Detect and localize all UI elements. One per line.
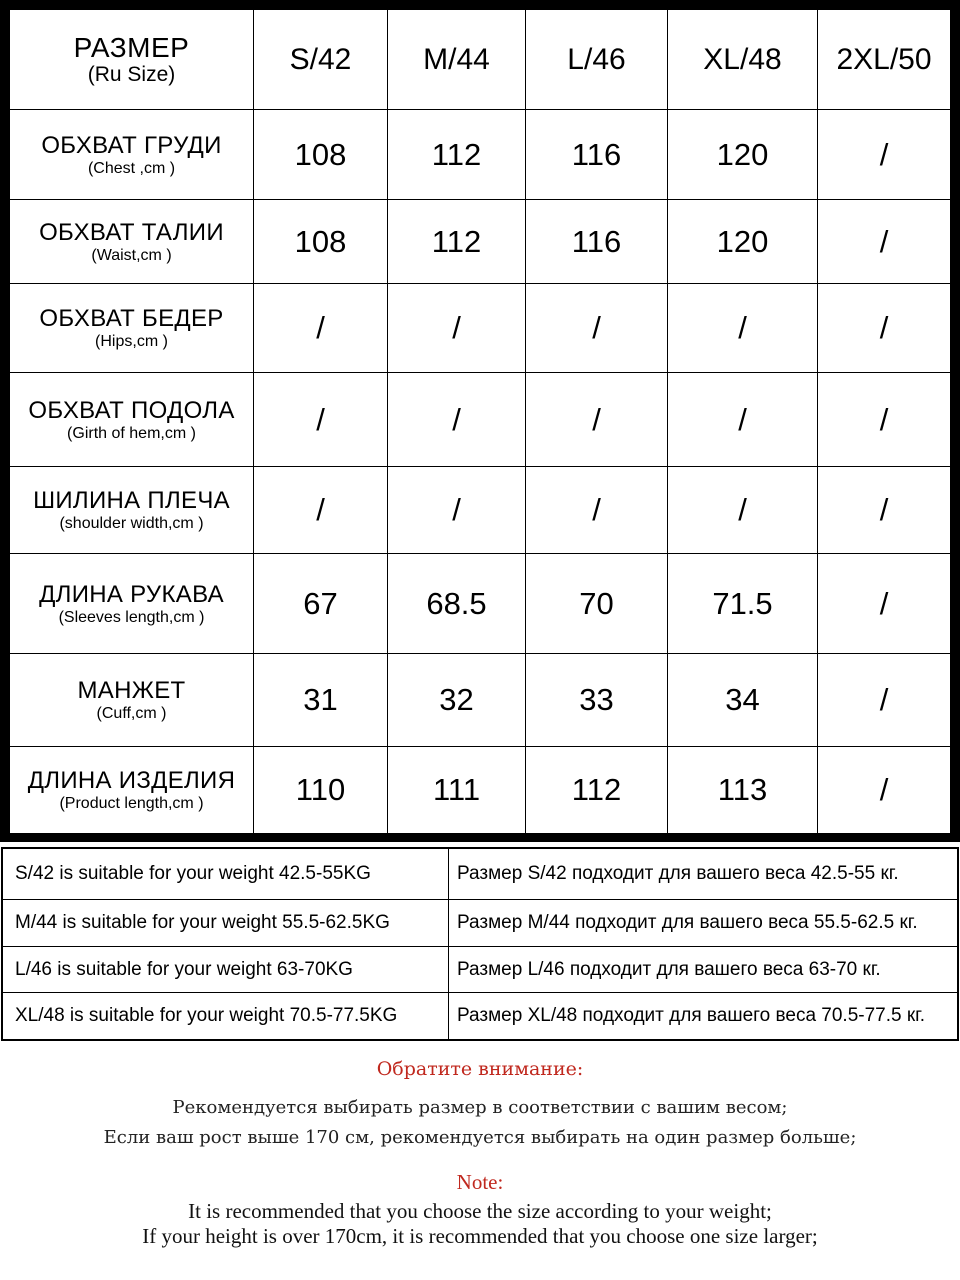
header-size-1 bbox=[254, 10, 387, 109]
size-label: L/46 bbox=[567, 42, 626, 76]
value-cell bbox=[254, 284, 387, 372]
measurement-value: 68.5 bbox=[426, 585, 487, 621]
row-label-en: (Cuff,cm ) bbox=[96, 705, 167, 722]
value-cell bbox=[388, 110, 525, 199]
measurement-value: 31 bbox=[303, 682, 338, 717]
row-label-en: (Chest ,cm ) bbox=[87, 159, 176, 177]
measurement-value: / bbox=[879, 136, 889, 172]
weight-row-en: L/46 is suitable for your weight 63-70KG bbox=[15, 958, 353, 980]
row-label-cell bbox=[10, 747, 253, 833]
value-cell bbox=[818, 554, 950, 653]
note-title-ru: Обратите внимание: bbox=[376, 1058, 584, 1080]
value-cell bbox=[668, 110, 817, 199]
value-cell bbox=[526, 467, 667, 553]
size-label: 2XL/50 bbox=[836, 42, 932, 76]
value-cell bbox=[254, 373, 387, 466]
value-cell bbox=[388, 373, 525, 466]
measurement-value: / bbox=[879, 492, 889, 527]
row-label-en: (Girth of hem,cm ) bbox=[67, 424, 196, 442]
measurement-value: / bbox=[592, 401, 601, 437]
header-size-cell bbox=[10, 10, 253, 109]
row-label-ru: ОБХВАТ ГРУДИ bbox=[41, 131, 222, 159]
measurement-value: 32 bbox=[439, 682, 474, 717]
measurement-value: / bbox=[879, 772, 889, 807]
measurement-value: / bbox=[316, 310, 325, 345]
measurement-value: 112 bbox=[431, 136, 482, 172]
measurement-value: 110 bbox=[295, 772, 346, 807]
measurement-value: / bbox=[879, 223, 889, 259]
measurement-value: 71.5 bbox=[712, 585, 773, 621]
measurement-value: 111 bbox=[432, 772, 481, 807]
size-label: S/42 bbox=[289, 42, 352, 76]
measurement-value: / bbox=[738, 401, 747, 437]
header-title-ru: РАЗМЕР bbox=[73, 31, 190, 63]
weight-row-en: XL/48 is suitable for your weight 70.5-77.5KG bbox=[15, 1005, 398, 1026]
value-cell bbox=[668, 467, 817, 553]
value-cell bbox=[526, 747, 667, 833]
value-cell bbox=[526, 373, 667, 466]
measurement-value: / bbox=[452, 310, 461, 345]
weight-row-ru: Размер M/44 подходит для вашего веса 55.5-62.5 кг. bbox=[457, 912, 918, 933]
size-label: M/44 bbox=[423, 42, 490, 76]
value-cell bbox=[526, 554, 667, 653]
header-size-2 bbox=[388, 10, 525, 109]
weight-row-ru: Размер L/46 подходит для вашего веса 63-70 кг. bbox=[457, 958, 881, 980]
row-label-ru: ДЛИНА ИЗДЕЛИЯ bbox=[27, 767, 236, 794]
value-cell bbox=[668, 373, 817, 466]
value-cell bbox=[526, 110, 667, 199]
value-cell bbox=[388, 654, 525, 746]
value-cell bbox=[668, 554, 817, 653]
measurement-value: / bbox=[879, 310, 889, 345]
row-label-ru: ОБХВАТ ПОДОЛА bbox=[28, 396, 235, 424]
note-en-line-1: It is recommended that you choose the size according to your weight; bbox=[188, 1199, 772, 1223]
row-label-cell bbox=[10, 467, 253, 553]
value-cell bbox=[818, 747, 950, 833]
value-cell bbox=[818, 284, 950, 372]
row-label-en: (shoulder width,cm ) bbox=[59, 515, 204, 532]
row-label-cell bbox=[10, 284, 253, 372]
value-cell bbox=[254, 200, 387, 283]
row-label-ru: ОБХВАТ БЕДЕР bbox=[39, 305, 224, 332]
value-cell bbox=[526, 200, 667, 283]
measurement-value: / bbox=[879, 401, 889, 437]
value-cell bbox=[668, 654, 817, 746]
measurement-value: / bbox=[592, 492, 601, 527]
header-size-4 bbox=[668, 10, 817, 109]
measurement-value: 112 bbox=[431, 223, 482, 259]
measurement-value: 108 bbox=[294, 136, 347, 172]
weight-row-ru: Размер S/42 подходит для вашего веса 42.5-55 кг. bbox=[457, 863, 899, 884]
value-cell bbox=[388, 554, 525, 653]
note-title-en: Note: bbox=[456, 1170, 504, 1194]
value-cell bbox=[388, 747, 525, 833]
size-label: XL/48 bbox=[703, 42, 782, 76]
row-label-ru: ОБХВАТ ТАЛИИ bbox=[39, 218, 224, 246]
weight-table bbox=[1, 847, 959, 1041]
value-cell bbox=[818, 110, 950, 199]
row-label-en: (Sleeves length,cm ) bbox=[58, 608, 205, 626]
row-label-ru: МАНЖЕТ bbox=[77, 677, 186, 704]
header-title-en: (Ru Size) bbox=[87, 62, 176, 86]
row-label-en: (Hips,cm ) bbox=[95, 333, 168, 350]
value-cell bbox=[388, 467, 525, 553]
value-cell bbox=[526, 284, 667, 372]
row-label-cell bbox=[10, 200, 253, 283]
measurement-value: / bbox=[879, 682, 889, 717]
measurement-value: 108 bbox=[294, 223, 347, 259]
measurement-value: 113 bbox=[717, 772, 768, 807]
note-ru-line-2: Если ваш рост выше 170 см, рекомендуется выбирать на один размер больше; bbox=[103, 1127, 857, 1148]
value-cell bbox=[526, 654, 667, 746]
measurement-value: / bbox=[316, 492, 325, 527]
value-cell bbox=[254, 110, 387, 199]
measurement-value: / bbox=[738, 492, 747, 527]
value-cell bbox=[254, 554, 387, 653]
measurement-value: 70 bbox=[579, 585, 614, 621]
row-label-cell bbox=[10, 654, 253, 746]
measurement-value: / bbox=[879, 585, 889, 621]
measurement-value: / bbox=[316, 401, 325, 437]
measurement-value: / bbox=[738, 310, 747, 345]
measurement-value: 33 bbox=[579, 682, 614, 717]
row-label-ru: ШИЛИНА ПЛЕЧА bbox=[33, 487, 230, 514]
weight-row-en: S/42 is suitable for your weight 42.5-55KG bbox=[15, 863, 371, 884]
measurement-value: 112 bbox=[571, 772, 622, 807]
value-cell bbox=[818, 373, 950, 466]
row-label-en: (Product length,cm ) bbox=[59, 795, 204, 812]
measurement-value: / bbox=[452, 401, 461, 437]
row-label-cell bbox=[10, 110, 253, 199]
measurement-value: 34 bbox=[725, 682, 760, 717]
row-label-cell bbox=[10, 554, 253, 653]
measurement-value: 120 bbox=[716, 136, 769, 172]
measurement-value: 116 bbox=[571, 136, 622, 172]
value-cell bbox=[388, 284, 525, 372]
value-cell bbox=[388, 200, 525, 283]
weight-row-en: M/44 is suitable for your weight 55.5-62.5KG bbox=[15, 912, 390, 933]
header-size-5 bbox=[818, 10, 950, 109]
weight-table-divider bbox=[448, 849, 449, 1039]
weight-row-ru: Размер XL/48 подходит для вашего веса 70.5-77.5 кг. bbox=[457, 1005, 926, 1026]
note-ru-line-1: Рекомендуется выбирать размер в соответствии с вашим весом; bbox=[172, 1097, 788, 1118]
row-label-en: (Waist,cm ) bbox=[91, 246, 172, 264]
value-cell bbox=[818, 654, 950, 746]
header-size-3 bbox=[526, 10, 667, 109]
value-cell bbox=[668, 200, 817, 283]
value-cell bbox=[254, 747, 387, 833]
value-cell bbox=[668, 747, 817, 833]
row-label-cell bbox=[10, 373, 253, 466]
value-cell bbox=[254, 654, 387, 746]
value-cell bbox=[254, 467, 387, 553]
measurement-value: 120 bbox=[716, 223, 769, 259]
note-en-line-2: If your height is over 170cm, it is recommended that you choose one size larger; bbox=[142, 1224, 818, 1248]
value-cell bbox=[818, 200, 950, 283]
measurement-value: 116 bbox=[571, 223, 622, 259]
measurement-value: 67 bbox=[303, 585, 338, 621]
measurement-value: / bbox=[592, 310, 601, 345]
value-cell bbox=[818, 467, 950, 553]
value-cell bbox=[668, 284, 817, 372]
measurement-value: / bbox=[452, 492, 461, 527]
row-label-ru: ДЛИНА РУКАВА bbox=[39, 580, 224, 608]
